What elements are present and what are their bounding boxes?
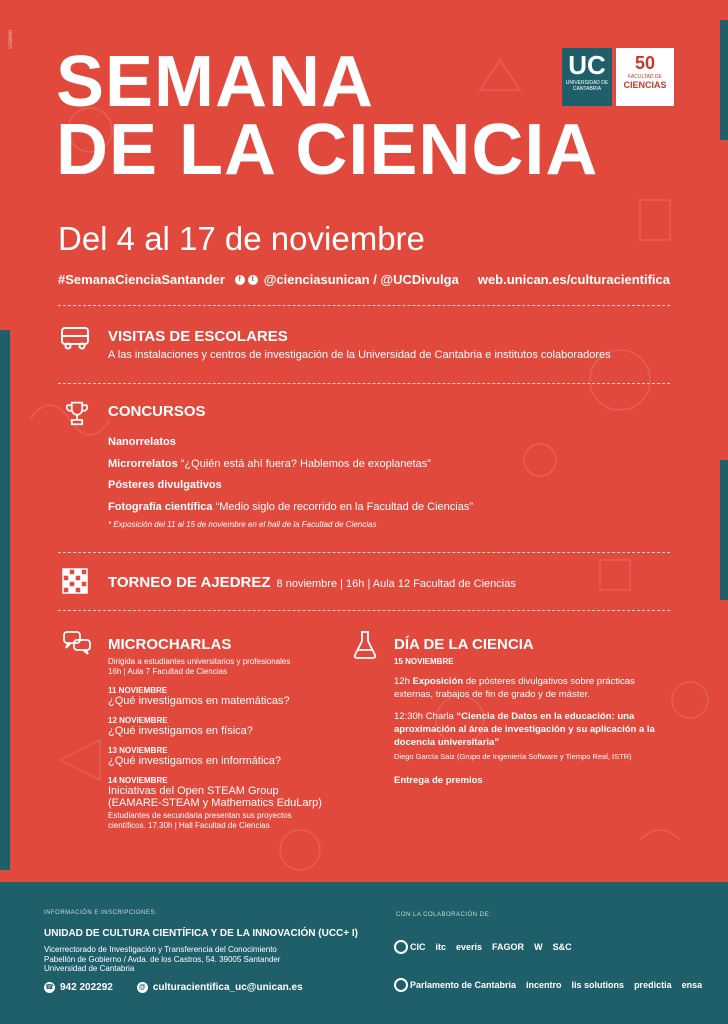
email-icon: @ <box>137 982 148 993</box>
divider <box>58 383 670 384</box>
dia-item-2 <box>394 710 674 749</box>
hashtag[interactable]: #SemanaCienciaSantander <box>58 272 225 287</box>
list-item <box>108 454 473 476</box>
social-handles[interactable]: @cienciasunican / @UCDivulga <box>263 272 459 287</box>
website-link[interactable]: web.unican.es/culturacientifica <box>477 272 670 287</box>
talk-extra-2: científicos. 17.30h | Hall Facultad de Ciencias <box>108 821 270 830</box>
address-line: Pabellón de Gobierno / Avda. de los Castros, 54. 39005 Santander <box>44 954 281 964</box>
talk-topic-2: (EAMARE-STEAM y Mathematics EduLarp) <box>108 797 322 809</box>
collab-label: CON LA COLABORACIÓN DE: <box>396 912 492 918</box>
phone-number[interactable]: 942 202292 <box>60 982 113 993</box>
speech-bubbles-icon <box>62 630 92 656</box>
info-label: INFORMACIÓN E INSCRIPCIONES: <box>44 910 158 916</box>
sponsor-logo-predictia: predictia <box>634 980 672 990</box>
dia-title: DÍA DE LA CIENCIA <box>394 636 534 653</box>
list-item <box>108 432 473 454</box>
talk-item <box>108 776 338 831</box>
dia-prizes: Entrega de premios <box>394 775 483 786</box>
sponsor-row-1 <box>394 940 572 954</box>
sponsor-logo-cic: CIC <box>394 940 426 954</box>
sponsor-logo-everis: everis <box>456 942 483 952</box>
social-row <box>58 272 670 287</box>
facebook-icon[interactable]: f <box>235 275 245 285</box>
address-line: Universidad de Cantabria <box>44 964 135 973</box>
divider <box>58 610 670 611</box>
design-credit: Diseño <box>8 30 14 49</box>
contest-detail: “¿Quién está ahí fuera? Hablemos de exoplanetas” <box>180 457 431 470</box>
microcharlas-sub-1: Dirigida a estudiantes universitarios y profesionales <box>108 657 291 666</box>
title-line-1: SEMANA <box>56 42 375 122</box>
list-item <box>108 475 473 497</box>
sponsor-logo-ensa: ensa <box>681 980 703 990</box>
dia-date: 15 NOVIEMBRE <box>394 657 454 666</box>
sponsor-logo-itc: itc <box>435 942 447 952</box>
right-accent-bar-lower <box>720 460 728 600</box>
sponsor-row-2 <box>394 978 702 992</box>
email-address[interactable]: culturacientifica_uc@unican.es <box>152 982 303 993</box>
talk-item <box>108 686 338 707</box>
talk-date: 12 NOVIEMBRE <box>108 716 168 725</box>
talk-date: 11 NOVIEMBRE <box>108 686 168 695</box>
talk-topic: ¿Qué investigamos en matemáticas? <box>108 695 290 707</box>
ajedrez-detail: 8 noviembre | 16h | Aula 12 Facultad de Ciencias <box>276 578 516 590</box>
unit-name: UNIDAD DE CULTURA CIENTÍFICA Y DE LA INNOVACIÓN (UCC+ I) <box>44 928 358 939</box>
contest-note: * Exposición del 11 al 15 de noviembre en el hall de la Facultad de Ciencias <box>108 520 377 529</box>
left-accent-bar <box>0 330 10 870</box>
sponsor-logo-lis: lis solutions <box>571 980 625 990</box>
dia-column <box>394 636 674 786</box>
contest-list <box>108 432 473 518</box>
flask-icon <box>352 630 378 660</box>
dia-speaker: Diego García Saiz (Grupo de Ingeniería Software y Tiempo Real, ISTR) <box>394 752 632 761</box>
address-line: Vicerrectorado de Investigación y Transferencia del Conocimiento <box>44 945 277 954</box>
dia-item-2-time: 12:30h Charla <box>394 711 454 722</box>
talk-item <box>108 716 338 737</box>
contest-detail: “Medio siglo de recorrido en la Facultad de Ciencias” <box>215 500 473 513</box>
right-accent-bar <box>720 20 728 140</box>
uc-logo-text: UC <box>568 50 606 80</box>
ajedrez-title: TORNEO DE AJEDREZ <box>108 574 271 591</box>
uc-logo <box>562 48 612 106</box>
talk-item <box>108 746 338 767</box>
contest-name: Microrrelatos <box>108 457 178 470</box>
contest-name: Nanorrelatos <box>108 436 176 448</box>
social-icons <box>235 275 258 285</box>
bus-icon <box>60 324 90 350</box>
divider <box>58 305 670 306</box>
dia-item-2-bold: “Ciencia de Datos en la educación: una aproximación al área de investigación y su aplicación a la docencia universitaria” <box>394 711 655 748</box>
concursos-title: CONCURSOS <box>108 403 206 420</box>
chess-line <box>108 574 516 591</box>
microcharlas-sub-2: 16h | Aula 7 Facultad de Ciencias <box>108 667 228 676</box>
twitter-icon[interactable]: t <box>248 275 258 285</box>
visitas-text: A las instalaciones y centros de investigación de la Universidad de Cantabria e institutos colaboradores <box>108 349 611 361</box>
sponsor-logo-sc: S&C <box>552 942 572 952</box>
dia-item-1-bold: Exposición <box>412 676 464 687</box>
sponsor-logo-parlamento: Parlamento de Cantabria <box>394 978 516 992</box>
talk-date: 13 NOVIEMBRE <box>108 746 168 755</box>
sponsor-logo-fagor: FAGOR <box>492 942 525 952</box>
facultad-ciencias-logo <box>616 48 674 106</box>
talk-date: 14 NOVIEMBRE <box>108 776 168 785</box>
fac-logo-number: 50 <box>634 53 656 73</box>
trophy-icon <box>62 400 92 426</box>
sponsor-logo-incentro: incentro <box>526 980 562 990</box>
logos <box>562 48 674 106</box>
fac-logo-big: CIENCIAS <box>623 80 667 90</box>
microcharlas-title: MICROCHARLAS <box>108 636 232 653</box>
visitas-title: VISITAS DE ESCOLARES <box>108 328 288 345</box>
contest-name: Fotografía científica <box>108 500 213 513</box>
divider <box>58 552 670 553</box>
date-range: Del 4 al 17 de noviembre <box>58 220 425 257</box>
contest-name: Pósteres divulgativos <box>108 479 222 491</box>
fac-logo-sub: FACULTAD DE <box>628 74 662 80</box>
dia-item-1-rest: de pósteres divulgativos sobre prácticas externas, trabajos de fin de grado y de máster. <box>394 676 635 700</box>
poster-title <box>56 42 599 190</box>
phone-icon: ☎ <box>45 984 54 991</box>
talk-extra-1: Estudiantes de secundaria presentan sus proyectos <box>108 811 292 820</box>
talk-topic: Iniciativas del Open STEAM Group <box>108 785 279 797</box>
address <box>44 945 374 974</box>
chessboard-icon <box>62 568 88 594</box>
dia-item-1 <box>394 675 674 701</box>
contact-row <box>44 982 303 993</box>
microcharlas-column <box>108 636 338 831</box>
uc-logo-sub: UNIVERSIDAD DE CANTABRIA <box>565 80 609 92</box>
title-line-2: DE LA CIENCIA <box>56 110 599 190</box>
sponsor-logo-w: W <box>534 942 543 952</box>
list-item <box>108 497 473 519</box>
talk-topic: ¿Qué investigamos en informática? <box>108 755 282 767</box>
dia-item-1-time: 12h <box>394 676 410 687</box>
talk-topic: ¿Qué investigamos en física? <box>108 725 253 737</box>
